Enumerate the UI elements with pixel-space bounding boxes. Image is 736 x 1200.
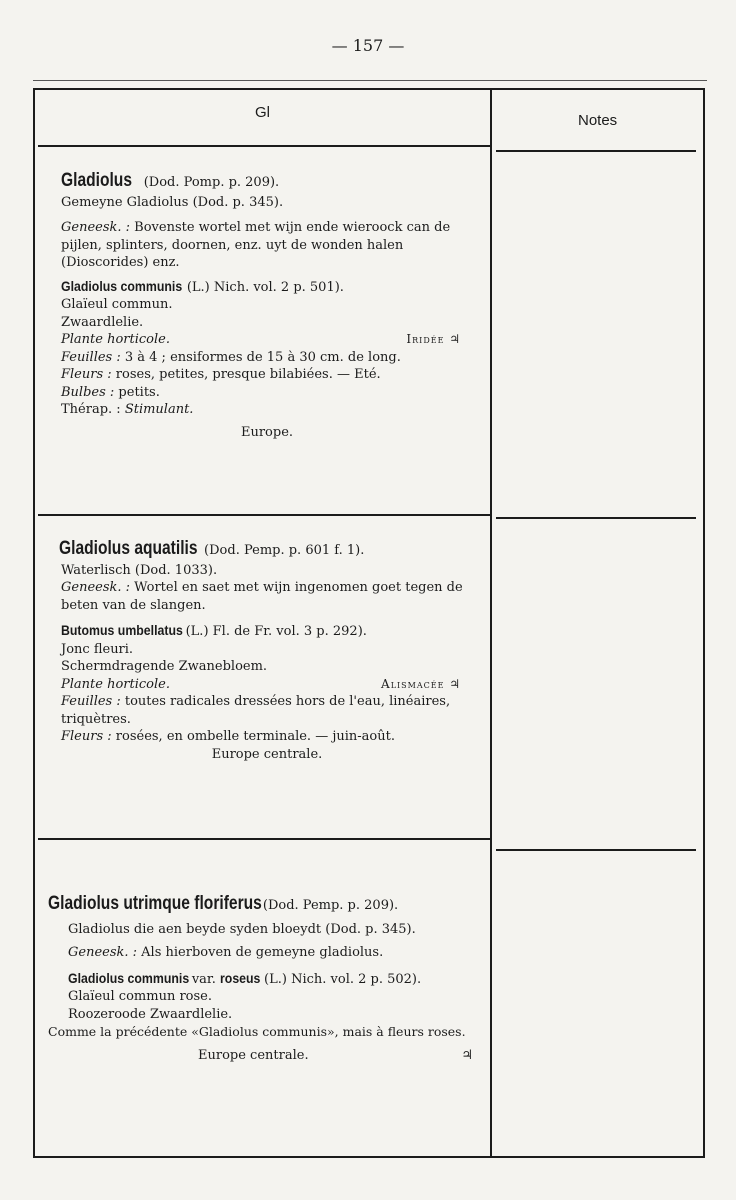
therap-value: Stimulant. — [124, 402, 194, 417]
feuilles-label: Feuilles : — [61, 694, 121, 709]
entry-title-ref: (Dod. Pomp. p. 209). — [139, 175, 280, 190]
latin-ref: (L.) Nich. vol. 2 p. 501). — [182, 279, 344, 295]
entry-title-ref: (Dod. Pemp. p. 601 f. 1). — [199, 543, 365, 558]
top-rule — [33, 80, 707, 81]
geneesk-label: Geneesk. : — [61, 220, 131, 235]
bulbes-text: petits. — [114, 384, 160, 400]
dutch-common-name: Zwaardlelie. — [61, 314, 144, 330]
latin-name: Gladiolus communis — [68, 969, 190, 986]
therap-label: Thérap. : — [61, 402, 125, 417]
column-header-gl: Gl — [255, 104, 270, 121]
geneesk-label: Geneesk. : — [68, 945, 138, 960]
entry-gladiolus-aquatilis — [43, 540, 491, 763]
plante-label: Plante horticole. — [61, 332, 170, 347]
comment: Comme la précédente «Gladiolus communis», mais à fleurs roses. — [48, 1024, 466, 1039]
latin-ref: (L.) Nich. vol. 2 p. 502). — [259, 971, 422, 987]
family-label: Alismacée ♃ — [381, 676, 461, 691]
french-name: Glaïeul commun rose. — [68, 989, 212, 1004]
latin-name: Gladiolus communis — [61, 277, 183, 294]
latin-var: var. — [187, 971, 220, 987]
geneesk-paragraph — [48, 944, 493, 962]
entry-title: Gladiolus utrimque floriferus — [48, 893, 262, 914]
dutch-name: Waterlisch (Dod. 1033). — [61, 562, 218, 578]
perennial-symbol: ♃ — [461, 1047, 473, 1063]
latin-name: Butomus umbellatus — [61, 622, 183, 638]
region: Europe centrale. — [211, 746, 323, 762]
plante-label: Plante horticole. — [61, 676, 170, 692]
feuilles-label: Feuilles : — [61, 349, 121, 365]
notes-divider-1 — [496, 517, 696, 519]
region: Europe. — [240, 424, 294, 440]
dutch-name: Gladiolus die aen beyde syden bloeydt (Dod. p. 345). — [68, 921, 416, 937]
notes-divider-2 — [496, 849, 696, 851]
geneesk-text: Bovenste wortel met wijn ende wieroock can de pijlen, splinters, doornen, enz. uyt de wonden halen (Dioscorides) enz. — [61, 220, 451, 270]
entry-divider-1 — [38, 514, 490, 516]
feuilles-text: toutes radicales dressées hors de l'eau, linéaires, triquètres. — [61, 694, 451, 727]
entry-gladiolus-utrimque — [48, 895, 493, 1064]
dutch-name: Gemeyne Gladiolus (Dod. p. 345). — [61, 194, 284, 210]
geneesk-text: Wortel en saet met wijn ingenomen goet tegen de beten van de slangen. — [61, 580, 463, 613]
page-number: — 157 — — [331, 36, 405, 55]
header-rule-right — [496, 150, 696, 152]
french-name: Jonc fleuri. — [61, 641, 134, 657]
entry-title-ref: (Dod. Pemp. p. 209). — [258, 898, 399, 913]
bulbes-label: Bulbes : — [61, 384, 115, 400]
latin-ref: (L.) Fl. de Fr. vol. 3 p. 292). — [181, 624, 367, 639]
dutch-common-name: Schermdragende Zwanebloem. — [61, 659, 268, 674]
entry-divider-2 — [38, 838, 490, 840]
fleurs-label: Fleurs : — [61, 729, 112, 744]
region: Europe centrale. — [198, 1047, 309, 1063]
french-name: Glaïeul commun. — [61, 297, 173, 312]
entry-title: Gladiolus aquatilis — [59, 538, 198, 559]
dutch-common-name: Roozeroode Zwaardlelie. — [68, 1006, 233, 1022]
entry-gladiolus — [43, 172, 491, 441]
feuilles-text: 3 à 4 ; ensiformes de 15 à 30 cm. de long. — [120, 349, 401, 365]
fleurs-text: rosées, en ombelle terminale. — juin-août. — [111, 729, 395, 744]
fleurs-label: Fleurs : — [61, 367, 112, 382]
geneesk-text: Als hierboven de gemeyne gladiolus. — [137, 945, 384, 960]
latin-variety: roseus — [219, 969, 261, 986]
geneesk-label: Geneesk. : — [61, 580, 131, 595]
header-rule-left — [38, 145, 490, 147]
geneesk-paragraph — [43, 219, 491, 272]
family-label: Iridée ♃ — [406, 332, 461, 346]
entry-title: Gladiolus — [61, 170, 132, 191]
fleurs-text: roses, petites, presque bilabiées. — Eté. — [111, 367, 381, 382]
geneesk-paragraph — [43, 579, 491, 614]
column-header-notes: Notes — [578, 112, 618, 129]
